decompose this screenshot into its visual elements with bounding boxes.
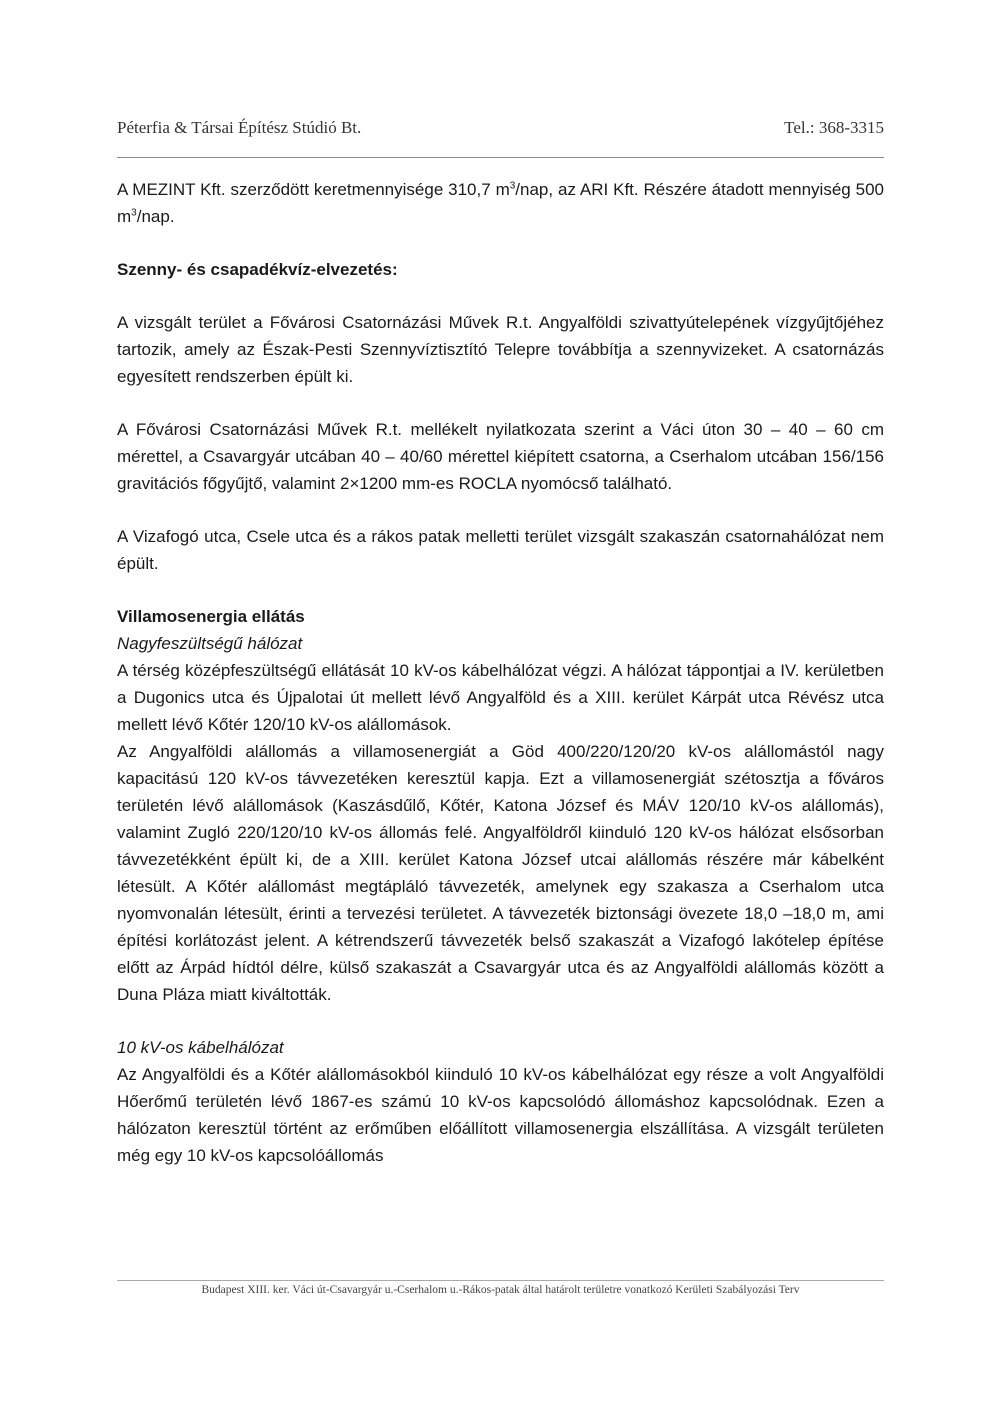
heading-sewage: Szenny- és csapadékvíz-elvezetés: xyxy=(117,260,398,279)
paragraph-substation: Az Angyalföldi alállomás a villamosenergiát a Göd 400/220/120/20 kV-os alállomástól nagy kapacitású 120 kV-os távvezetéken keresztül kapja. Ezt a villamosenergiát szétosztja a főváros területén lévő alállomások (Kaszásdűlő, Kőtér, Katona József és MÁV 120/10 kV-os alállomás), valamint Zugló 220/120/10 kV-os állomás felé. Angyalföldről kiinduló 120 kV-os hálózat elsősorban távvezetékként épült ki, de a XIII. kerület Katona József utcai alállomás részére már kábelként létesült. A Kőtér alállomást megtápláló távvezeték, amelynek egy szakasza a Cserhalom utca nyomvonalán létesült, érinti a tervezési területet. A távvezeték biztonsági övezete 18,0 –18,0 m, ami építési korlátozást jelent. A kétrendszerű távvezeték belső szakaszát a Vizafogó lakótelep építése előtt az Árpád hídtól délre, külső szakaszát a Csavargyár utca és az Angyalföldi alállomás között a Duna Pláza miatt kiváltották. xyxy=(117,742,884,1004)
paragraph-medium-voltage: A térség középfeszültségű ellátását 10 kV-os kábelhálózat végzi. A hálózat táppontjai a IV. kerületben a Dugonics utca és Újpalotai út mellett lévő Angyalföld és a XIII. kerület Kárpát utca Révész utca mellett lévő Kőtér 120/10 kV-os alállomások. xyxy=(117,661,884,734)
phone-number: Tel.: 368-3315 xyxy=(784,118,884,137)
subheading-high-voltage: Nagyfeszültségű hálózat xyxy=(117,634,303,653)
paragraph-sewage-network: A Fővárosi Csatornázási Művek R.t. mellékelt nyilatkozata szerint a Váci úton 30 – 40 – 60 cm mérettel, a Csavargyár utcában 40 – 40/60 mérettel kiépített csatorna, a Cserhalom utcában 156/156 gravitációs főgyűjtő, valamint 2×1200 mm-es ROCLA nyomócső található. xyxy=(117,420,884,493)
header-divider xyxy=(117,157,884,158)
heading-electricity: Villamosenergia ellátás xyxy=(117,607,305,626)
subheading-10kv: 10 kV-os kábelhálózat xyxy=(117,1038,284,1057)
paragraph-sewage-catchment: A vizsgált terület a Fővárosi Csatornázási Művek R.t. Angyalföldi szivattyútelepének vízgyűjtőjéhez tartozik, amely az Észak-Pesti Szennyvíztisztító Telepre továbbítja a szennyvizeket. A csatornázás egyesített rendszerben épült ki. xyxy=(117,313,884,386)
document-body xyxy=(117,176,884,1169)
paragraph-no-sewer: A Vizafogó utca, Csele utca és a rákos patak melletti terület vizsgált szakaszán csatornahálózat nem épült. xyxy=(117,527,884,573)
paragraph-cable-network: Az Angyalföldi és a Kőtér alállomásokból kiinduló 10 kV-os kábelhálózat egy része a volt Angyalföldi Hőerőmű területén lévő 1867-es számú 10 kV-os kapcsolódó állomáshoz kapcsolódnak. Ezen a hálózaton keresztül történt az erőműben előállított villamosenergia elszállítása. A vizsgált területen még egy 10 kV-os kapcsolóállomás xyxy=(117,1065,884,1165)
paragraph-water-quota: A MEZINT Kft. szerződött keretmennyisége 310,7 $m^3$/nap, az ARI Kft. Részére átadott mennyiség 500 $m^3$/nap. xyxy=(117,180,884,226)
footer-divider xyxy=(117,1280,884,1281)
page-footer: Budapest XIII. ker. Váci út-Csavargyár u.-Cserhalom u.-Rákos-patak által határolt területre vonatkozó Kerületi Szabályozási Terv xyxy=(201,1284,800,1296)
company-name: Péterfia & Társai Építész Stúdió Bt. xyxy=(117,118,362,137)
